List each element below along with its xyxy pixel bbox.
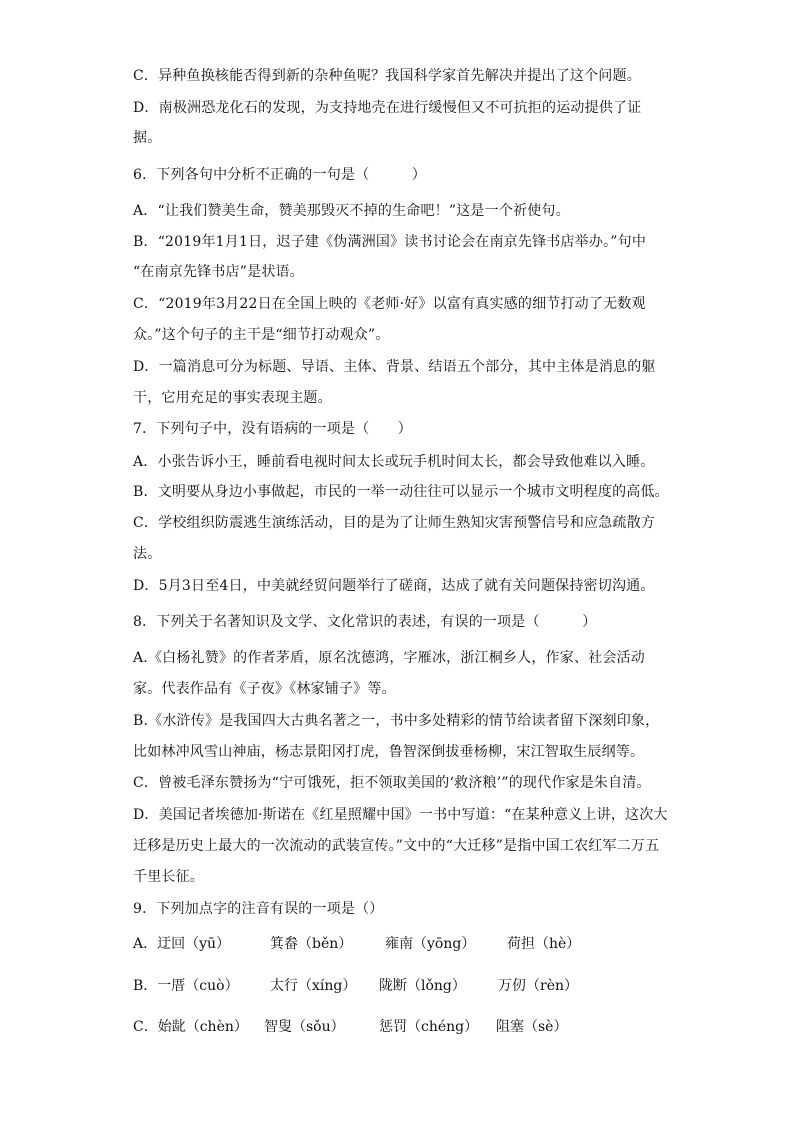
- q9-c-item: C．始龀（chèn）: [133, 1019, 248, 1035]
- q7-option-c-line2: 法。: [133, 546, 162, 562]
- q9-c-item: 阻塞（sè）: [496, 1019, 568, 1035]
- q8-option-c: C．曾被毛泽东赞扬为“宁可饿死，拒不领取美国的‘救济粮’”的现代作家是朱自清。: [133, 775, 651, 791]
- q9-a-item: 荷担（hè）: [507, 936, 581, 952]
- q6-option-a: A．“让我们赞美生命，赞美那毁灭不掉的生命吧！”这是一个祈使句。: [133, 203, 570, 219]
- q6-option-c-line1: C．“2019年3月22日在全国上映的《老师·好》以富有真实感的细节打动了无数观: [133, 296, 646, 312]
- q9-option-a: [133, 934, 733, 954]
- q5-option-d-line1: D．南极洲恐龙化石的发现，为支持地壳在进行缓慢但又不可抗拒的运动提供了证: [133, 100, 642, 116]
- q7-stem: 7．下列句子中，没有语病的一项是（ ）: [133, 421, 412, 437]
- q6-option-b-line1: B．“2019年1月1日，迟子建《伪满洲国》读书讨论会在南京先锋书店举办。”句中: [133, 234, 647, 250]
- q8-option-b-line1: B.《水浒传》是我国四大古典名著之一，书中多处精彩的情节给读者留下深刻印象，: [133, 713, 660, 729]
- q6-option-d-line2: 干，它用充足的事实表现主题。: [133, 390, 332, 406]
- q9-a-item: A．迂回（yū）: [133, 936, 231, 952]
- q9-b-item: 陇断（lǒng）: [379, 978, 466, 994]
- q5-option-d-line2: 据。: [133, 130, 162, 146]
- q7-option-a: A．小张告诉小王，睡前看电视时间太长或玩手机时间太长，都会导致他难以入睡。: [133, 454, 655, 470]
- q8-option-a-line1: A.《白杨礼赞》的作者茅盾，原名沈德鸿，字雁冰，浙江桐乡人，作家、社会活动: [133, 650, 645, 666]
- q7-option-c-line1: C．学校组织防震逃生演练活动，目的是为了让师生熟知灾害预警信号和应急疏散方: [133, 515, 656, 531]
- q6-option-b-line2: “在南京先锋书店”是状语。: [133, 264, 304, 280]
- q8-option-d-line1: D．美国记者埃德加·斯诺在《红星照耀中国》一书中写道：“在某种意义上讲，这次大: [133, 807, 668, 823]
- q9-b-item: 万仞（rèn）: [498, 978, 578, 994]
- q7-option-b: B．文明要从身边小事做起，市民的一举一动往往可以显示一个城市文明程度的高低。: [133, 484, 669, 500]
- q9-b-item: B．一厝（cuò）: [133, 978, 239, 994]
- q6-option-d-line1: D．一篇消息可分为标题、导语、主体、背景、结语五个部分，其中主体是消息的躯: [133, 359, 656, 375]
- q9-a-item: 雍南（yōng）: [385, 936, 476, 952]
- q8-option-a-line2: 家。代表作品有《子夜》《林家铺子》等。: [133, 681, 396, 697]
- q9-stem: 9．下列加点字的注音有误的一项是（）: [133, 901, 384, 917]
- q9-a-item: 箕畚（běn）: [270, 936, 353, 952]
- q9-c-item: 惩罚（chéng）: [379, 1019, 479, 1035]
- q6-option-c-line2: 众。”这个句子的主干是“细节打动观众”。: [133, 327, 390, 343]
- q6-stem: 6．下列各句中分析不正确的一句是（ ）: [133, 167, 427, 183]
- q9-option-c: [133, 1017, 733, 1037]
- q9-c-item: 智叟（sǒu）: [264, 1019, 345, 1035]
- q9-b-item: 太行（xíng）: [270, 978, 357, 994]
- q8-option-d-line2: 迁移是历史上最大的一次流动的武装宣传。”文中的“大迁移”是指中国工农红军二万五: [133, 838, 660, 854]
- q5-option-c: C．异种鱼换核能否得到新的杂种鱼呢？我国科学家首先解决并提出了这个问题。: [133, 68, 641, 84]
- q8-option-d-line3: 千里长征。: [133, 869, 204, 885]
- q7-option-d: D．5月3日至4日，中美就经贸问题举行了磋商，达成了就有关问题保持密切沟通。: [133, 578, 655, 594]
- q9-option-b: [133, 976, 733, 996]
- q8-option-b-line2: 比如林冲风雪山神庙，杨志景阳冈打虎，鲁智深倒拔垂杨柳，宋江智取生辰纲等。: [133, 744, 645, 760]
- q8-stem: 8．下列关于名著知识及文学、文化常识的表述，有误的一项是（ ）: [133, 614, 597, 630]
